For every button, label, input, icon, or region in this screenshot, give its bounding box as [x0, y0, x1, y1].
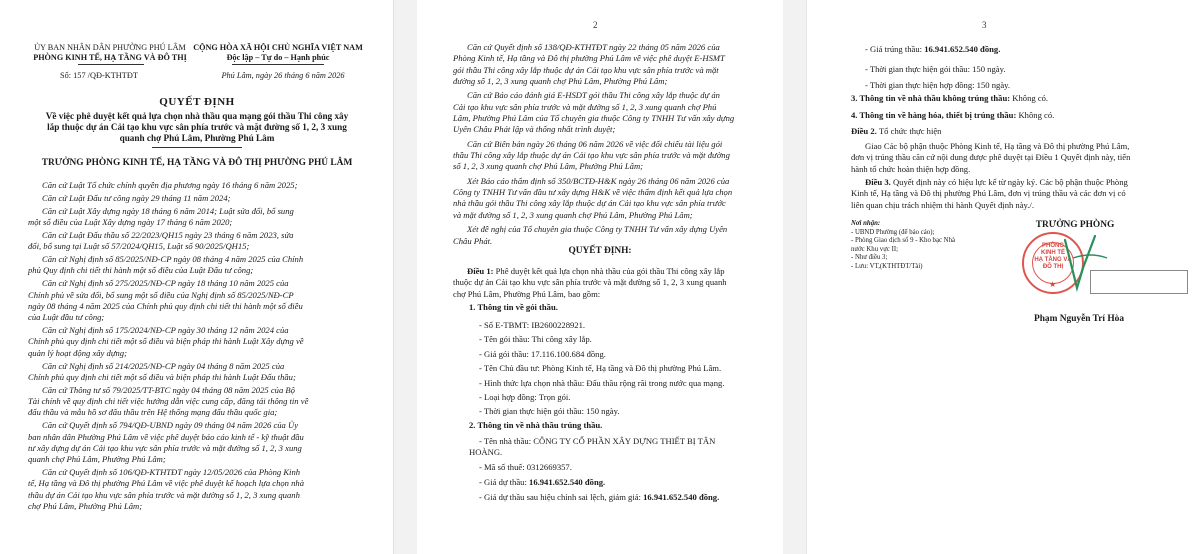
- document-page-3: [806, 0, 1200, 554]
- legal-basis-line: Công ty TNHH Tư vấn đầu tư xây dựng H&K về việc thẩm định kết quả lựa chọn: [453, 187, 733, 198]
- bid-package-info: [479, 318, 779, 419]
- article-1-line: chợ Phú Lâm, Phường Phú Lâm, bao gồm:: [453, 288, 601, 299]
- legal-basis: [28, 180, 372, 191]
- tax-code: - Mã số thuế: 0312669357.: [479, 462, 572, 472]
- legal-basis-line: đấu thầu và mẫu hồ sơ đấu thầu trên Hệ thống mạng đấu thầu quốc gia;: [28, 407, 278, 418]
- corrected-price-label: - Giá dự thầu sau hiệu chỉnh sai lệch, giảm giá:: [479, 492, 644, 502]
- legal-basis-line: Căn cứ Luật Đấu thầu số 22/2023/QH15 ngày 23 tháng 6 năm 2023, sửa: [42, 229, 294, 240]
- legal-basis-line: đổi, bổ sung tại Luật số 57/2024/QH15, Luật số 90/2025/QH15;: [28, 241, 250, 252]
- bid-info-item: - Giá gói thầu: 17.116.100.684 đồng.: [479, 348, 606, 359]
- legal-basis-line: Căn cứ Nghị định số 175/2024/NĐ-CP ngày 30 tháng 12 năm 2024 của: [42, 325, 289, 336]
- legal-basis-line: tế, Hạ tầng và Đô thị phường Phú Lâm về việc phê duyệt kế hoạch lựa chọn nhà: [28, 478, 305, 489]
- contractor-name-cont: HOÀNG.: [469, 447, 503, 458]
- legal-basis-line: Chính phủ về sửa đổi, bổ sung một số điều của Nghị định số 85/2025/NĐ-CP: [28, 289, 294, 300]
- legal-basis-line: Căn cứ Quyết định số 138/QĐ-KTHTĐT ngày 22 tháng 05 năm 2026 của: [467, 42, 720, 52]
- article-2-line: hành tổ chức hoàn thiện hợp đồng.: [851, 163, 971, 174]
- legal-basis: [28, 420, 372, 465]
- section-4-value: Không có.: [1018, 110, 1055, 120]
- article-2-line: Giao Các bộ phận thuộc Phòng Kinh tế, Hạ tầng và Đô thị phường Phú Lâm,: [865, 141, 1130, 151]
- seal-star-icon: ★: [1049, 280, 1057, 289]
- seal-line-3: HẠ TẦNG VÀ: [1034, 257, 1072, 263]
- article-3: [851, 177, 1183, 211]
- section-2-heading: 2. Thông tin về nhà thầu trúng thầu.: [469, 420, 603, 430]
- legal-basis: [28, 254, 372, 277]
- legal-basis-line: một số điều của Luật Xây dựng ngày 17 tháng 6 năm 2020;: [28, 217, 233, 228]
- legal-basis-line: Căn cứ Quyết định số 794/QĐ-UBND ngày 09 tháng 04 năm 2026 của Ủy: [42, 420, 299, 431]
- time-item: - Thời gian thực hiện hợp đồng: 150 ngày.: [865, 80, 1011, 90]
- motto-underline: [232, 64, 324, 65]
- legal-basis-line: Căn cứ Luật Tổ chức chính quyền địa phương ngày 16 tháng 6 năm 2025;: [42, 180, 298, 190]
- legal-basis-line: quanh chợ Phú Lâm, Phường Phú Lâm;: [28, 454, 166, 465]
- place-date: Phú Lâm, ngày 26 tháng 6 năm 2026: [221, 71, 345, 80]
- page-gutter: [394, 0, 417, 554]
- recipients-list: [851, 229, 1021, 272]
- article-2-body: [851, 141, 1183, 175]
- article-2-line: đơn vị trúng thầu căn cứ nội dung được phê duyệt tại Điều 1 Quyết định này, tiến: [851, 152, 1131, 163]
- legal-basis-line: Cải tạo khu vực sân phía trước và mặt đường số 1, 2, 3 xung quanh chợ Phú: [453, 101, 717, 112]
- section-3: [851, 93, 1048, 104]
- issuer-line-1: ỦY BAN NHÂN DÂN PHƯỜNG PHÚ LÂM: [34, 43, 186, 52]
- legal-basis-line: Phòng Kinh tế, Hạ tầng và Đô thị phường Phú Lâm về việc phê duyệt E-HSMT: [453, 53, 725, 64]
- section-4: [851, 110, 1054, 121]
- page-gutter: [783, 0, 806, 554]
- legal-basis-line: gói thầu Thi công xây lắp thuộc dự án Cải tạo khu vực sân phía trước và mặt: [453, 64, 719, 75]
- legal-basis: [28, 193, 372, 204]
- legal-basis-line: Căn cứ Nghị định số 214/2025/NĐ-CP ngày 04 tháng 8 năm 2025 của: [42, 360, 285, 371]
- subtitle-line-1: Về việc phê duyệt kết quả lựa chọn nhà thầu qua mạng gói thầu Thi công xây: [45, 111, 349, 121]
- document-page-1: [0, 0, 394, 554]
- bid-info-item: - Thời gian thực hiện gói thầu: 150 ngày.: [479, 406, 620, 417]
- recipients-title: Nơi nhận:: [851, 220, 881, 227]
- bid-info-item: - Hình thức lựa chọn nhà thầu: Đấu thầu rộng rãi trong nước qua mạng.: [479, 377, 725, 388]
- signer-name: Phạm Nguyễn Trí Hòa: [1033, 314, 1125, 324]
- legal-basis-line: ban nhân dân Phường Phú Lâm về việc phê duyệt báo cáo kinh tế - kỹ thuật đầu: [28, 431, 304, 442]
- article-3-line: liên quan chịu trách nhiệm thi hành Quyết định này./.: [851, 199, 1034, 210]
- recipient-item: nước Khu vực II;: [851, 245, 899, 253]
- subtitle-underline: [152, 147, 242, 148]
- article-3-line: Điều 3. Quyết định này có hiệu lực kể từ ngày ký. Các bộ phận thuộc Phòng: [865, 177, 1128, 187]
- corrected-price-value: 16.941.652.540 đồng.: [643, 492, 720, 502]
- bid-price-label: - Giá dự thầu:: [479, 477, 530, 487]
- document-page-2: [417, 0, 783, 554]
- article-2-heading: [851, 126, 941, 137]
- recipient-item: - Lưu: VT,(KTHTĐT/Tài): [851, 262, 923, 270]
- recipient-item: - Phòng Giao dịch số 9 - Kho bạc Nhà: [851, 237, 956, 245]
- legal-basis-line: chợ Phú Lâm, Phường Phú Lâm;: [28, 500, 143, 511]
- article-1-line: Điều 1: Phê duyệt kết quả lựa chọn nhà thầu của gói thầu Thi công xây lắp: [467, 266, 725, 276]
- winning-price: [865, 44, 1000, 55]
- legal-basis: [28, 385, 372, 419]
- subtitle-line-2: lắp thuộc dự án Cải tạo khu vực sân phía trước và mặt đường số 1, 2, 3 xung: [47, 122, 347, 133]
- legal-basis-line: thầu dự án Cải tạo khu vực sân phía trước và mặt đường số 1, 2, 3 xung quanh: [28, 489, 300, 500]
- bid-info-item: - Tên gói thầu: Thi công xây lắp.: [479, 334, 592, 345]
- time-item: - Thời gian thực hiện gói thầu: 150 ngày.: [865, 64, 1006, 74]
- legal-basis: [28, 467, 372, 512]
- legal-basis: [28, 278, 372, 323]
- seal-line-2: KINH TẾ: [1041, 250, 1065, 256]
- recipient-item: - Như điều 3;: [851, 254, 888, 262]
- subtitle-line-3: quanh chợ Phú Lâm, Phường Phú Lâm: [119, 133, 275, 144]
- section-3-heading: 3. Thông tin về nhà thầu không trúng thầu:: [851, 93, 1013, 103]
- contractor-name: - Tên nhà thầu: CÔNG TY CỔ PHẦN XÂY DỰNG THIẾT BỊ TÂN: [479, 436, 716, 446]
- recipient-item: - UBND Phường (để báo cáo);: [851, 228, 935, 236]
- legal-basis: [28, 206, 372, 229]
- section-1-heading: 1. Thông tin về gói thầu.: [469, 302, 558, 312]
- legal-basis-line: quản lý hoạt động xây dựng;: [28, 347, 127, 358]
- legal-basis-line: Căn cứ Quyết định số 106/QĐ-KTHTĐT ngày 12/05/2026 của Phòng Kinh: [42, 467, 301, 478]
- legal-basis-line: của Luật đầu tư công;: [28, 312, 105, 323]
- legal-basis-line: Lâm, Phường Phú Lâm của Tổ chuyên gia thuộc Công ty TNHH Tư vấn xây dựng: [453, 112, 735, 123]
- legal-basis-line: ngày 08 tháng 4 năm 2025 của Chính phủ quy định chi tiết thi hành một số điều: [28, 300, 303, 311]
- legal-basis-line: Xét đề nghị của Tổ chuyên gia thuộc Công ty TNHH Tư vấn xây dựng Uyên: [467, 224, 728, 235]
- legal-basis-line: phủ Quy định chi tiết thi hành một số điều của Luật Đấu tư công;: [28, 265, 254, 276]
- legal-basis: [453, 42, 775, 87]
- page-number: 3: [982, 20, 987, 30]
- digital-signature-box: [1090, 270, 1188, 294]
- legal-bases: [28, 180, 372, 514]
- legal-basis: [28, 325, 372, 359]
- legal-basis-line: Tài chính về quy định chi tiết việc hướng dẫn việc cung cấp, đăng tải thông tin về: [28, 396, 309, 407]
- bid-price-value: 16.941.652.540 đồng.: [529, 477, 606, 487]
- legal-basis-line: Châu Phát.: [453, 235, 493, 246]
- winning-price-label: - Giá trúng thầu:: [865, 44, 925, 54]
- article-2-title: Tổ chức thực hiện: [878, 126, 942, 136]
- legal-basis-line: Căn cứ Nghị định số 275/2025/NĐ-CP ngày 18 tháng 10 năm 2025 của: [42, 278, 289, 289]
- signer-title: TRƯỞNG PHÒNG: [1035, 220, 1115, 230]
- page-number: 2: [593, 20, 598, 30]
- legal-bases-continued: [453, 42, 775, 250]
- national-motto: Độc lập – Tự do – Hạnh phúc: [226, 53, 330, 62]
- legal-basis: [28, 230, 372, 253]
- legal-basis: [453, 224, 775, 247]
- legal-basis-line: Căn cứ Thông tư số 79/2025/TT-BTC ngày 04 tháng 08 năm 2025 của Bộ: [42, 384, 295, 395]
- section-4-heading: 4. Thông tin về hàng hóa, thiết bị trúng thầu:: [851, 110, 1019, 120]
- legal-basis-line: và mặt đường số 1, 2, 3 xung quanh chợ Phú Lâm, Phường Phú Lâm;: [453, 209, 693, 220]
- legal-basis-line: tư xây dựng dự án Cải tạo khu vực sân phía trước và mặt đường số 1, 2, 3 xung: [28, 442, 302, 453]
- legal-basis-line: Chính phủ quy định chi tiết một số điều và biện pháp thi hành Luật Đấu thầu;: [28, 371, 296, 382]
- recipients-block: [851, 220, 1021, 272]
- seal-line-1: PHÒNG: [1041, 243, 1064, 249]
- legal-basis-line: Căn cứ Luật Đấu tư công ngày 29 tháng 11 năm 2024;: [42, 192, 231, 203]
- corrected-bid-price: [479, 492, 719, 503]
- legal-basis-line: Căn cứ Báo cáo đánh giá E-HSDT gói thầu Thi công xây lắp thuộc dự án: [467, 90, 720, 101]
- legal-basis-line: Xét Báo cáo thẩm định số 350/BCTĐ-H&K ngày 26 tháng 06 năm 2026 của: [467, 175, 730, 186]
- document-title: QUYẾT ĐỊNH: [159, 96, 235, 108]
- legal-basis-line: thầu Thi công xây lắp thuộc dự án Cải tạo khu vực sân phía trước và mặt đường: [453, 150, 730, 161]
- bid-price: [479, 477, 605, 488]
- article-3-line: Kinh tế, Hạ tầng và Đô thị phường Phú Lâm, đơn vị trúng thầu và các đơn vị có: [851, 188, 1126, 199]
- legal-basis: [453, 176, 775, 221]
- national-title: CỘNG HÒA XÃ HỘI CHỦ NGHĨA VIỆT NAM: [193, 43, 363, 52]
- legal-basis-line: Căn cứ Luật Xây dựng ngày 18 tháng 6 năm 2014; Luật sửa đổi, bổ sung: [42, 205, 294, 216]
- legal-basis: [453, 90, 775, 135]
- legal-basis: [453, 139, 775, 173]
- seal-line-4: ĐÔ THỊ: [1042, 264, 1064, 270]
- issuer-line-2: PHÒNG KINH TẾ, HẠ TẦNG VÀ ĐÔ THỊ: [33, 53, 187, 62]
- legal-basis-line: Uyên Châu Phát lập và thống nhất trình duyệt;: [453, 124, 616, 135]
- legal-basis-line: Căn cứ Nghị định số 85/2025/NĐ-CP ngày 08 tháng 4 năm 2025 của Chính: [42, 254, 304, 265]
- legal-basis-line: số 1, 2, 3 xung quanh chợ Phú Lâm, Phường Phú Lâm;: [453, 161, 644, 172]
- article-1: [453, 266, 775, 300]
- document-number: Số: 157 /QĐ-KTHTĐT: [60, 71, 138, 80]
- bid-info-item: - Số E-TBMT: IB2600228921.: [479, 320, 586, 330]
- issuing-authority: TRƯỞNG PHÒNG KINH TẾ, HẠ TẦNG VÀ ĐÔ THỊ PHƯỜNG PHÚ LÂM: [41, 158, 353, 168]
- article-1-line: thuộc dự án Cải tạo khu vực sân phía trước và mặt đường số 1, 2, 3 xung quanh: [453, 277, 727, 288]
- section-3-value: Không có.: [1012, 93, 1049, 103]
- legal-basis-line: đường số 1, 2, 3 xung quanh chợ Phú Lâm, Phường Phú Lâm;: [453, 75, 668, 86]
- decision-heading: QUYẾT ĐỊNH:: [568, 246, 632, 256]
- bid-info-item: - Tên Chủ đầu tư: Phòng Kinh tế, Hạ tầng và Đô thị phường Phú Lâm.: [479, 363, 722, 374]
- article-2-label: Điều 2.: [851, 126, 879, 136]
- legal-basis-line: nhà thầu gói thầu Thi công xây lắp thuộc dự án Cải tạo khu vực sân phía trước: [453, 198, 726, 209]
- winning-price-value: 16.941.652.540 đồng.: [924, 44, 1001, 54]
- bid-info-item: - Loại hợp đồng: Trọn gói.: [479, 392, 571, 403]
- legal-basis: [28, 361, 372, 384]
- issuer-underline: [78, 64, 144, 65]
- legal-basis-line: Chính phủ quy định chi tiết một số điều và biện pháp thi hành Luật Xây dựng về: [28, 336, 304, 347]
- legal-basis-line: Căn cứ Biên bản ngày 26 tháng 06 năm 2026 về việc đối chiếu tài liệu gói: [467, 138, 723, 149]
- time-info: [865, 61, 1165, 93]
